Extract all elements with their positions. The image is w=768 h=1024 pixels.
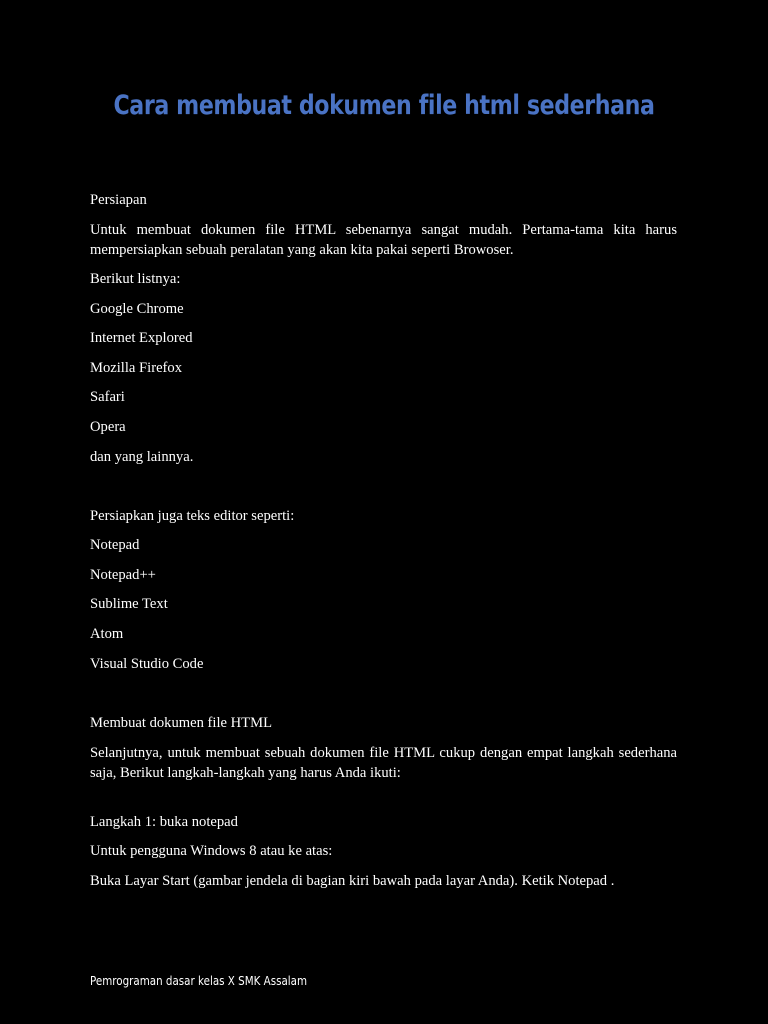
paragraph-intro: Untuk membuat dokumen file HTML sebenarnya sangat mudah. Pertama-tama kita harus mempersiapkan sebuah peralatan yang akan kita pakai seperti Browoser. — [90, 222, 677, 258]
page-footer: Pemrograman dasar kelas X SMK Assalam — [90, 974, 308, 988]
document-title: Cara membuat dokumen file html sederhana — [113, 90, 655, 121]
browser-item-others: dan yang lainnya. — [90, 448, 194, 465]
editor-item-notepad: Notepad — [90, 537, 140, 554]
editor-item-vscode: Visual Studio Code — [90, 655, 204, 672]
document-body — [90, 190, 677, 891]
browser-item-ie: Internet Explored — [90, 330, 193, 347]
editor-item-sublime: Sublime Text — [90, 596, 168, 613]
browser-item-safari: Safari — [90, 389, 125, 406]
editor-item-atom: Atom — [90, 625, 124, 642]
paragraph-steps-intro: Selanjutnya, untuk membuat sebuah dokumen file HTML cukup dengan empat langkah sederhana saja, Berikut langkah-langkah yang harus Anda ikuti: — [90, 744, 677, 781]
heading-persiapan: Persiapan — [90, 192, 147, 208]
paragraph-windows-users: Untuk pengguna Windows 8 atau ke atas: — [90, 843, 333, 860]
paragraph-editor-intro: Persiapkan juga teks editor seperti: — [90, 507, 295, 524]
editor-item-notepadpp: Notepad++ — [90, 566, 156, 583]
heading-membuat-dokumen: Membuat dokumen file HTML — [90, 714, 272, 731]
paragraph-open-start: Buka Layar Start (gambar jendela di bagian kiri bawah pada layar Anda). Ketik Notepad . — [90, 872, 615, 889]
browser-item-firefox: Mozilla Firefox — [90, 359, 183, 376]
browser-item-opera: Opera — [90, 418, 126, 435]
heading-langkah-1: Langkah 1: buka notepad — [90, 813, 238, 830]
paragraph-list-intro: Berikut listnya: — [90, 271, 181, 287]
browser-item-chrome: Google Chrome — [90, 300, 184, 317]
